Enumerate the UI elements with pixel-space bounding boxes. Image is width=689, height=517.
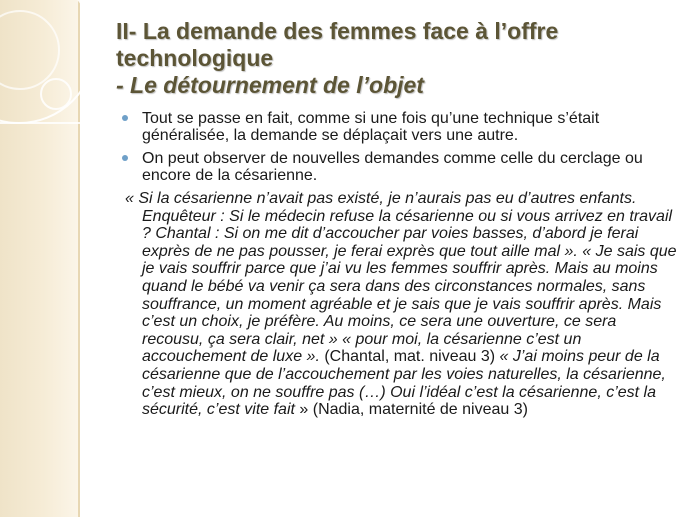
- quote-part-1: « Si la césarienne n’avait pas existé, je n’aurais pas eu d’autres enfants. Enquêteur : Si le médecin refuse la césarienne ou si vous arrivez en travail ? Chantal : Si on me dit d’accoucher par voies basses, d’abord je ferai exprès de ne pas pousser, je ferai exprès que tout aille mal ». « Je sais que je vais souffrir parce que j’ai vu les femmes souffrir après. Mais au moins quand le bébé va venir ça sera dans des circonstances normales, sans souffrance, un moment agréable et je sais que je vais souffrir après. Mais c’est un choix, je préfère. Au moins, ce sera une ouverture, ce sera recousu, ça sera clair, net » « pour moi, la césarienne c’est un accouchement de luxe ».: [125, 190, 677, 366]
- bullet-dot-icon: [122, 155, 128, 161]
- quote-source-1: (Chantal, mat. niveau 3): [319, 348, 500, 366]
- decorative-ring-small: [40, 78, 72, 110]
- title-line-1: II- La demande des femmes face à l’offre: [116, 18, 559, 44]
- slide-title: [116, 18, 681, 99]
- title-line-2: technologique: [116, 45, 274, 71]
- quote-part-2: « J’ai moins peur de la césarienne que de l’accouchement par les voies naturelles, la césarienne, c’est mieux, on ne souffre pas (…) Oui l’idéal c’est la césarienne, c’est la sécurité, c’est vite fait: [142, 348, 666, 419]
- title-subheading: - Le détournement de l’objet: [116, 72, 424, 98]
- bullet-dot-icon: [122, 115, 128, 121]
- decorative-line: [0, 122, 110, 124]
- bullet-item: [120, 110, 682, 144]
- bullet-item: [120, 150, 682, 184]
- bullet-text: Tout se passe en fait, comme si une fois qu’une technique s’était généralisée, la demande se déplaçait vers une autre.: [142, 110, 600, 144]
- slide-body: [120, 110, 682, 419]
- quote-source-2: » (Nadia, maternité de niveau 3): [294, 401, 528, 419]
- interview-quote: [120, 190, 682, 419]
- bullet-text: On peut observer de nouvelles demandes comme celle du cerclage ou encore de la césarienne.: [142, 150, 643, 184]
